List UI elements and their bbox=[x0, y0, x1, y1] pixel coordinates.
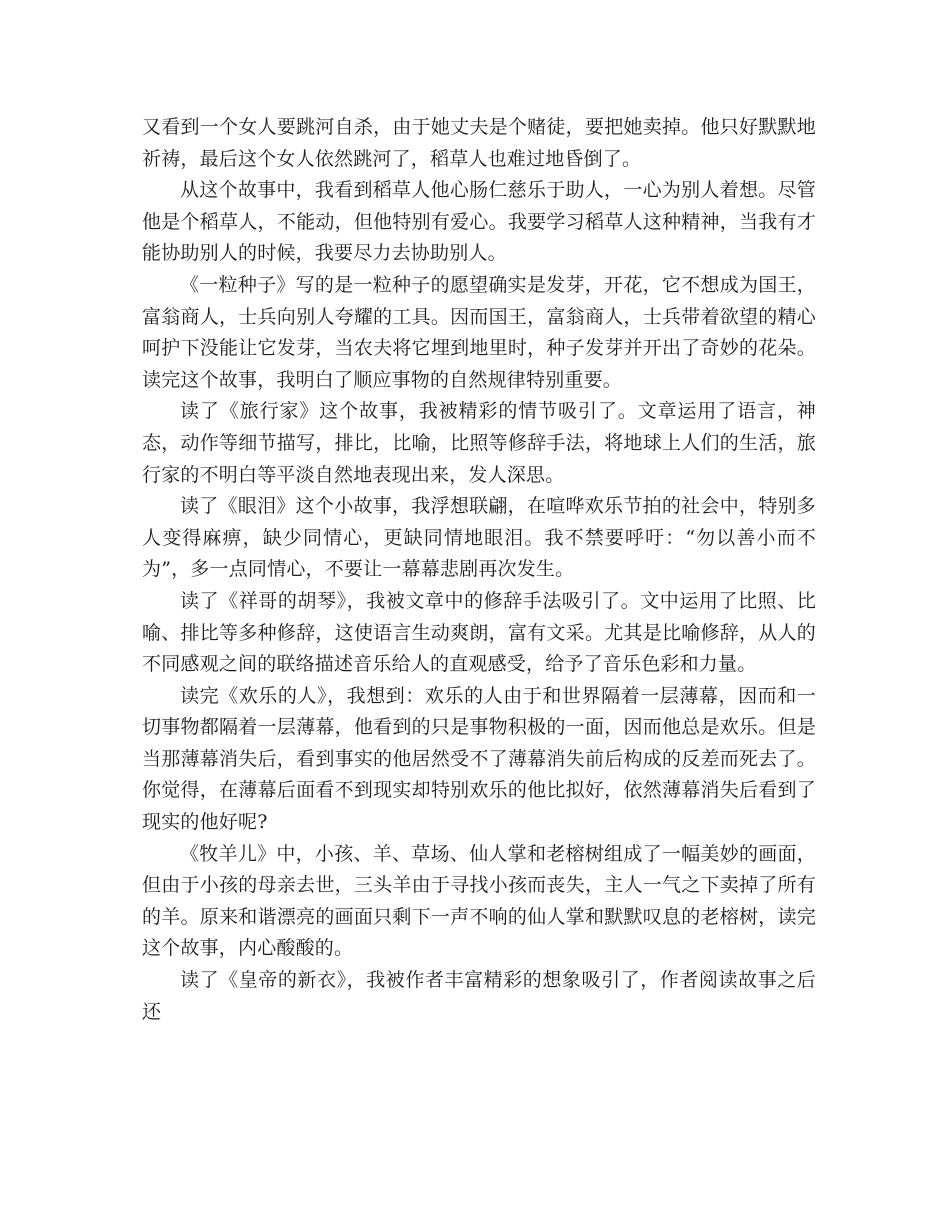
paragraph-2: 从这个故事中，我看到稻草人他心肠仁慈乐于助人，一心为别人着想。尽管他是个稻草人，不能动，但他特别有爱心。我要学习稻草人这种精神，当我有才能协助别人的时候，我要尽力去协助别人。 bbox=[142, 179, 816, 265]
document-page bbox=[142, 112, 816, 1028]
paragraph-5: 读了《眼泪》这个小故事，我浮想联翩，在喧哗欢乐节拍的社会中，特别多人变得麻痹，缺少同情心，更缺同情地眼泪。我不禁要呼吁：“勿以善小而不为”，多一点同情心，不要让一幕幕悲剧再次发生。 bbox=[142, 495, 816, 581]
paragraph-8: 《牧羊儿》中，小孩、羊、草场、仙人掌和老榕树组成了一幅美妙的画面，但由于小孩的母亲去世，三头羊由于寻找小孩而丧失，主人一气之下卖掉了所有的羊。原来和谐漂亮的画面只剩下一声不响的仙人掌和默默叹息的老榕树，读完这个故事，内心酸酸的。 bbox=[142, 842, 816, 960]
paragraph-6: 读了《祥哥的胡琴》，我被文章中的修辞手法吸引了。文中运用了比照、比喻、排比等多种修辞，这使语言生动爽朗，富有文采。尤其是比喻修辞，从人的不同感观之间的联络描述音乐给人的直观感受，给予了音乐色彩和力量。 bbox=[142, 589, 816, 676]
paragraph-1: 又看到一个女人要跳河自杀，由于她丈夫是个赌徒，要把她卖掉。他只好默默地祈祷，最后这个女人依然跳河了，稻草人也难过地昏倒了。 bbox=[142, 116, 816, 170]
paragraph-4: 读了《旅行家》这个故事，我被精彩的情节吸引了。文章运用了语言，神态，动作等细节描写，排比，比喻，比照等修辞手法，将地球上人们的生活，旅行家的不明白等平淡自然地表现出来，发人深思。 bbox=[142, 400, 816, 486]
paragraph-3: 《一粒种子》写的是一粒种子的愿望确实是发芽，开花，它不想成为国王，富翁商人，士兵向别人夸耀的工具。因而国王，富翁商人，士兵带着欲望的精心呵护下没能让它发芽，当农夫将它埋到地里时，种子发芽并开出了奇妙的花朵。读完这个故事，我明白了顺应事物的自然规律特别重要。 bbox=[142, 273, 816, 391]
paragraph-9: 读了《皇帝的新衣》，我被作者丰富精彩的想象吸引了，作者阅读故事之后还 bbox=[142, 969, 816, 1023]
paragraph-7: 读完《欢乐的人》，我想到：欢乐的人由于和世界隔着一层薄幕，因而和一切事物都隔着一层薄幕，他看到的只是事物积极的一面，因而他总是欢乐。但是当那薄幕消失后，看到事实的他居然受不了薄幕消失前后构成的反差而死去了。你觉得，在薄幕后面看不到现实却特别欢乐的他比拟好，依然薄幕消失后看到了现实的他好呢? bbox=[142, 684, 816, 834]
